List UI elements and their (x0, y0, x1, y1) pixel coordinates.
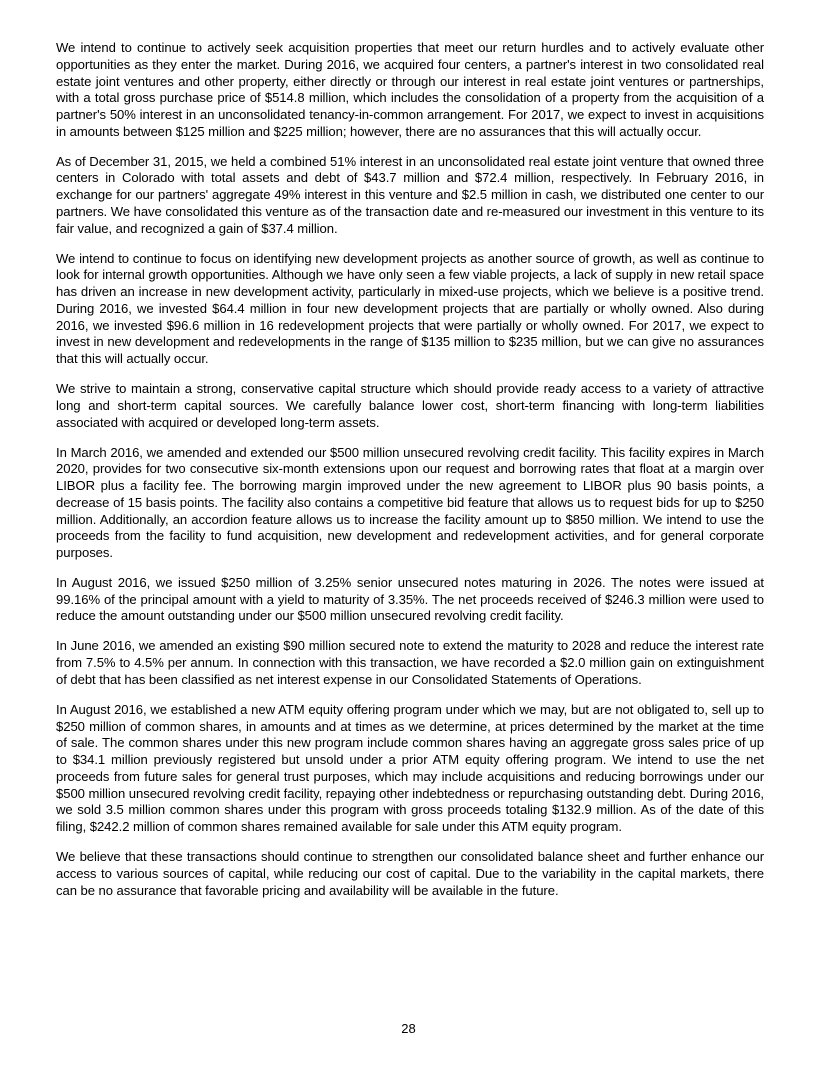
paragraph-balance-sheet-outlook: We believe that these transactions should continue to strengthen our consolidated balance sheet and further enhance our access to various sources of capital, while reducing our cost of capital. Due to the variability in the capital markets, there can be no assurance that favorable pricing and availability will be available in the future. (56, 849, 764, 898)
paragraph-credit-facility: In March 2016, we amended and extended our $500 million unsecured revolving credit facility. This facility expires in March 2020, provides for two consecutive six-month extensions upon our request and borrowing rates that float at a margin over LIBOR plus a facility fee. The borrowing margin improved under the new agreement to LIBOR plus 90 basis points, a decrease of 15 basis points. The facility also contains a competitive bid feature that allows us to request bids for up to $250 million. Additionally, an accordion feature allows us to increase the facility amount up to $850 million. We intend to use the proceeds from the facility to fund acquisition, new development and redevelopment activities, and for general corporate purposes. (56, 444, 764, 560)
paragraph-senior-notes: In August 2016, we issued $250 million of 3.25% senior unsecured notes maturing in 2026. The notes were issued at 99.16% of the principal amount with a yield to maturity of 3.35%. The net proceeds received of $246.3 million were used to reduce the amount outstanding under our $500 million unsecured revolving credit facility. (56, 574, 764, 624)
paragraph-colorado-joint-venture: As of December 31, 2015, we held a combined 51% interest in an unconsolidated real estate joint venture that owned three centers in Colorado with total assets and debt of $43.7 million and $72.4 million, respectively. In February 2016, in exchange for our partners' aggregate 49% interest in this venture and $2.5 million in cash, we distributed one center to our partners. We have consolidated this venture as of the transaction date and re-measured our investment in this venture to its fair value, and recognized a gain of $37.4 million. (56, 153, 764, 236)
paragraph-secured-note: In June 2016, we amended an existing $90 million secured note to extend the maturity to 2028 and reduce the interest rate from 7.5% to 4.5% per annum. In connection with this transaction, we have recorded a $2.0 million gain on extinguishment of debt that has been classified as net interest expense in our Consolidated Statements of Operations. (56, 638, 764, 687)
page-number: 28 (401, 1021, 416, 1036)
paragraph-atm-equity-program: In August 2016, we established a new ATM equity offering program under which we may, but are not obligated to, sell up to $250 million of common shares, in amounts and at times as we determine, at prices determined by the market at the time of sale. The common shares under this new program include common shares having an aggregate gross sales price of up to $34.1 million previously registered but unsold under a prior ATM equity offering program. We intend to use the net proceeds from future sales for general trust purposes, which may include acquisitions and reducing borrowings under our $500 million unsecured revolving credit facility, repaying other indebtedness or repurchasing outstanding debt. During 2016, we sold 3.5 million common shares under this program with gross proceeds totaling $132.9 million. As of the date of this filing, $242.2 million of common shares remained available for sale under this ATM equity program. (56, 701, 764, 835)
document-body (56, 40, 764, 912)
paragraph-capital-structure: We strive to maintain a strong, conservative capital structure which should provide ready access to a variety of attractive long and short-term capital sources. We carefully balance lower cost, short-term financing with long-term liabilities associated with acquired or developed long-term assets. (56, 381, 764, 430)
paragraph-new-development: We intend to continue to focus on identifying new development projects as another source of growth, as well as continue to look for internal growth opportunities. Although we have only seen a few viable projects, a lack of supply in new retail space has driven an increase in new development activity, particularly in mixed-use projects, which we believe is a positive trend. During 2016, we invested $64.4 million in four new development projects that are partially or wholly owned. Also during 2016, we invested $96.6 million in 16 redevelopment projects that were partially or wholly owned. For 2017, we expect to invest in new development and redevelopments in the range of $135 million to $235 million, but we can give no assurances that this will actually occur. (56, 250, 764, 367)
paragraph-acquisitions: We intend to continue to actively seek acquisition properties that meet our return hurdles and to actively evaluate other opportunities as they enter the market. During 2016, we acquired four centers, a partner's interest in two consolidated real estate joint ventures and other property, either directly or through our interest in real estate joint ventures or partnerships, with a total gross purchase price of $514.8 million, which includes the consolidation of a property from the acquisition of a partner's 50% interest in an unconsolidated tenancy-in-common arrangement. For 2017, we expect to invest in acquisitions in amounts between $125 million and $225 million; however, there are no assurances that this will actually occur. (56, 40, 764, 139)
